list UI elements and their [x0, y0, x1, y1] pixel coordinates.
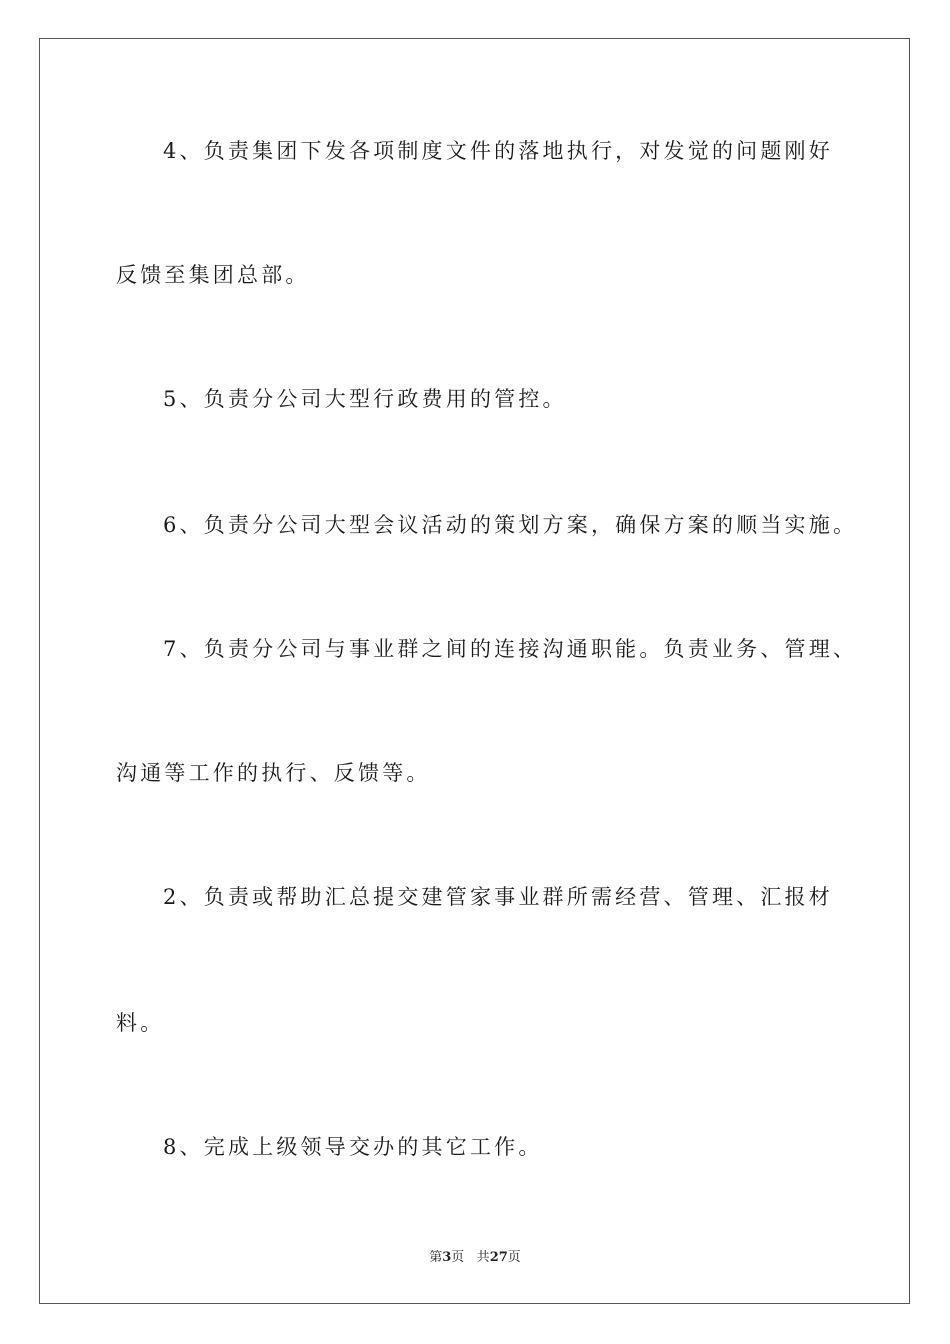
- paragraph-4-line-2: 反馈至集团总部。: [116, 263, 310, 287]
- page-border: [39, 38, 910, 1304]
- footer-page-number: 3: [442, 1250, 452, 1265]
- paragraph-4-line-1: 4、负责集团下发各项制度文件的落地执行，对发觉的问题刚好: [163, 139, 833, 163]
- page-footer: [0, 1246, 950, 1265]
- paragraph-7-line-2: 沟通等工作的执行、反馈等。: [116, 761, 431, 785]
- footer-total-suffix: 页: [507, 1250, 521, 1265]
- footer-page-suffix: 页: [451, 1250, 465, 1265]
- paragraph-7-line-1: 7、负责分公司与事业群之间的连接沟通职能。负责业务、管理、: [163, 637, 858, 661]
- footer-page-prefix: 第: [429, 1250, 443, 1265]
- paragraph-6: 6、负责分公司大型会议活动的策划方案，确保方案的顺当实施。: [163, 513, 858, 537]
- footer-total-pages: 27: [489, 1250, 508, 1265]
- paragraph-2-line-1: 2、负责或帮助汇总提交建管家事业群所需经营、管理、汇报材: [163, 885, 833, 909]
- paragraph-5: 5、负责分公司大型行政费用的管控。: [163, 387, 567, 411]
- paragraph-8: 8、完成上级领导交办的其它工作。: [163, 1135, 543, 1159]
- footer-total-prefix: 共: [476, 1250, 490, 1265]
- paragraph-2-line-2: 料。: [116, 1011, 165, 1035]
